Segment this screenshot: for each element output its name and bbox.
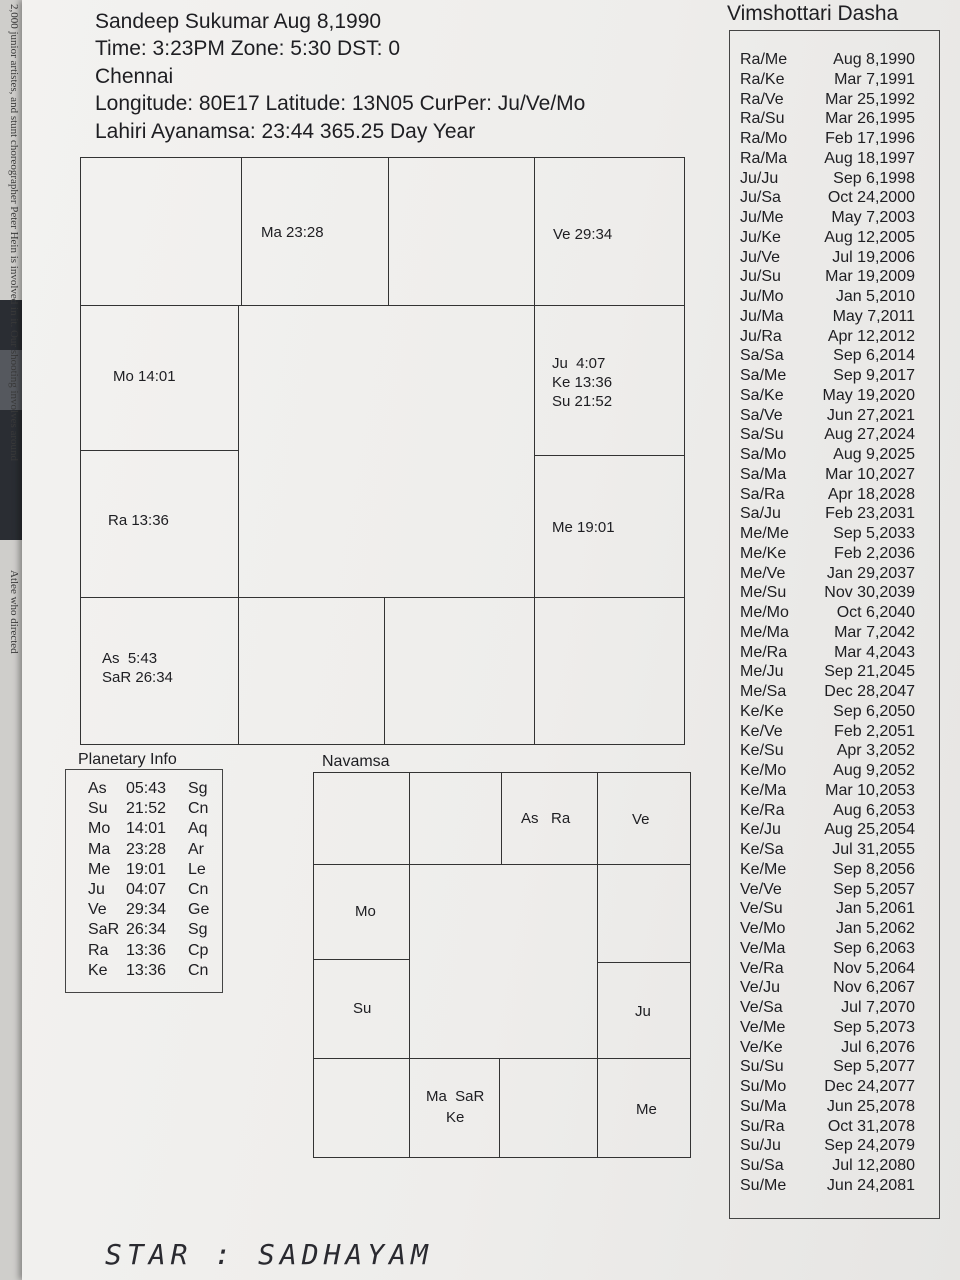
dasha-date: Feb 2,2036 — [834, 544, 915, 562]
dasha-date: Nov 6,2067 — [833, 979, 915, 997]
dasha-date: Aug 9,2025 — [833, 446, 915, 464]
dasha-date: Sep 6,2063 — [833, 939, 915, 957]
dasha-row — [740, 742, 915, 761]
dasha-period: Ju/Me — [740, 209, 784, 227]
dasha-row — [740, 584, 915, 603]
dasha-period: Ve/Ma — [740, 939, 786, 957]
dasha-date: May 19,2020 — [822, 386, 915, 404]
planet-degree: 23:28 — [126, 840, 167, 858]
planet-name: Mo — [88, 820, 111, 838]
rasi-sun: Su 21:52 — [552, 393, 613, 410]
dasha-row — [740, 446, 915, 465]
rasi-grid-line — [81, 597, 684, 598]
dasha-period: Ve/Ke — [740, 1038, 783, 1056]
dasha-date: Jul 7,2070 — [841, 999, 915, 1017]
planet-sign: Aq — [188, 820, 208, 838]
dasha-period: Ju/Ke — [740, 228, 781, 246]
planet-row — [88, 841, 218, 861]
dasha-row — [740, 466, 915, 485]
dasha-period: Ju/Sa — [740, 189, 781, 207]
navamsa-sun: Su — [353, 1000, 372, 1017]
dasha-date: Oct 24,2000 — [827, 189, 915, 207]
rasi-rahu: Ra 13:36 — [108, 512, 169, 529]
rasi-grid-line — [384, 597, 385, 744]
planet-name: Me — [88, 860, 111, 878]
navamsa-moon: Mo — [355, 903, 376, 920]
dasha-date: Feb 23,2031 — [825, 505, 915, 523]
dasha-date: May 7,2003 — [831, 209, 915, 227]
dasha-period: Ke/Me — [740, 860, 787, 878]
rasi-chart — [80, 157, 685, 745]
dasha-period: Sa/Ju — [740, 505, 781, 523]
dasha-row — [740, 683, 915, 702]
rasi-grid-line — [388, 158, 389, 305]
dasha-date: Sep 5,2073 — [833, 1018, 915, 1036]
dasha-date: Aug 27,2024 — [824, 426, 915, 444]
rasi-moon: Mo 14:01 — [113, 368, 176, 385]
dasha-period: Ke/Sa — [740, 841, 784, 859]
dasha-period: Ra/Ve — [740, 90, 784, 108]
dasha-date: Jan 5,2010 — [835, 288, 915, 306]
dasha-row — [740, 1137, 915, 1156]
dasha-date: Aug 9,2052 — [833, 762, 915, 780]
planet-name: Su — [88, 800, 108, 818]
dasha-row — [740, 999, 915, 1018]
dasha-date: Jan 5,2061 — [835, 900, 915, 918]
dasha-row — [740, 624, 915, 643]
dasha-period: Ju/Ma — [740, 307, 784, 325]
dasha-period: Sa/Sa — [740, 347, 784, 365]
dasha-date: Aug 12,2005 — [824, 228, 915, 246]
dasha-period: Su/Ma — [740, 1097, 787, 1115]
dasha-date: Oct 31,2078 — [827, 1117, 915, 1135]
dasha-date: Sep 5,2057 — [833, 880, 915, 898]
dasha-row — [740, 545, 915, 564]
planet-degree: 05:43 — [126, 780, 167, 797]
navamsa-grid-line — [314, 959, 409, 960]
dasha-row — [740, 51, 915, 70]
dasha-row — [740, 288, 915, 307]
dasha-date: Jan 5,2062 — [835, 920, 915, 938]
dasha-row — [740, 565, 915, 584]
planet-degree: 14:01 — [126, 820, 167, 838]
dasha-period: Me/Sa — [740, 683, 787, 701]
navamsa-title: Navamsa — [322, 753, 390, 770]
dasha-date: Jul 6,2076 — [841, 1038, 915, 1056]
dasha-row — [740, 525, 915, 544]
rasi-ascendant: As 5:43 — [102, 650, 158, 667]
dasha-period: Ra/Me — [740, 51, 788, 68]
rasi-mercury: Me 19:01 — [552, 519, 615, 536]
dasha-row — [740, 1098, 915, 1117]
dasha-row — [740, 426, 915, 445]
dasha-period: Me/Me — [740, 525, 789, 543]
rasi-grid-line — [241, 158, 242, 305]
dasha-period: Ju/Ra — [740, 327, 782, 345]
dasha-period: Ke/Ke — [740, 702, 784, 720]
header-place: Chennai — [95, 65, 174, 88]
dasha-row — [740, 347, 915, 366]
rasi-ketu: Ke 13:36 — [552, 374, 613, 391]
dasha-period: Sa/Su — [740, 426, 784, 444]
navamsa-chart — [313, 772, 691, 1158]
dasha-period: Ke/Ve — [740, 722, 783, 740]
navamsa-grid-line — [597, 773, 598, 1157]
dasha-date: Mar 7,1991 — [834, 70, 915, 88]
dasha-period: Ra/Su — [740, 110, 785, 128]
navamsa-jupiter: Ju — [635, 1003, 651, 1020]
dasha-period: Sa/Ke — [740, 386, 784, 404]
planet-row — [88, 901, 218, 921]
dasha-date: Nov 30,2039 — [824, 584, 915, 602]
dasha-period: Sa/Me — [740, 367, 787, 385]
dasha-period: Me/Ma — [740, 623, 789, 641]
dasha-row — [740, 1157, 915, 1176]
dasha-title: Vimshottari Dasha — [727, 2, 899, 25]
dasha-date: Jun 24,2081 — [826, 1177, 915, 1194]
dasha-date: Jun 27,2021 — [826, 406, 915, 424]
planet-degree: 26:34 — [126, 921, 167, 939]
dasha-period: Sa/Mo — [740, 446, 787, 464]
planet-row — [88, 820, 218, 840]
dasha-period: Ju/Su — [740, 268, 781, 286]
rasi-grid-line — [534, 158, 535, 744]
dasha-period: Ra/Ke — [740, 70, 785, 88]
dasha-date: Sep 9,2017 — [833, 367, 915, 385]
dasha-period: Su/Sa — [740, 1157, 784, 1175]
dasha-row — [740, 782, 915, 801]
dasha-date: Mar 25,1992 — [825, 90, 915, 108]
planet-degree: 19:01 — [126, 860, 167, 878]
dasha-period: Ke/Ma — [740, 781, 787, 799]
navamsa-grid-line — [501, 773, 502, 864]
planet-sign: Sg — [188, 780, 208, 797]
planet-row — [88, 942, 218, 962]
dasha-period: Me/Ve — [740, 564, 786, 582]
dasha-period: Ve/Mo — [740, 920, 786, 938]
dasha-date: Dec 28,2047 — [824, 683, 915, 701]
rasi-grid-line — [534, 455, 684, 456]
dasha-row — [740, 703, 915, 722]
rasi-mars: Ma 23:28 — [261, 224, 324, 241]
handwritten-star-note: STAR : SADHAYAM — [105, 1238, 433, 1271]
dasha-period: Ve/Su — [740, 900, 783, 918]
dasha-date: Apr 3,2052 — [836, 742, 915, 760]
navamsa-ketu: Ke — [446, 1109, 465, 1126]
planet-name: Ju — [88, 881, 105, 898]
planet-sign: Ar — [188, 840, 204, 858]
planet-name: Ke — [88, 961, 108, 979]
dasha-period: Ke/Mo — [740, 762, 787, 780]
dasha-row — [740, 1118, 915, 1137]
dasha-date: Nov 5,2064 — [833, 959, 915, 977]
rasi-grid-line — [238, 305, 239, 744]
dasha-row — [740, 387, 915, 406]
dasha-date: Sep 21,2045 — [824, 663, 915, 681]
planet-sign: Cn — [188, 881, 209, 898]
dasha-period: Sa/Ra — [740, 485, 785, 503]
dasha-period: Ke/Ra — [740, 801, 785, 819]
planet-row — [88, 800, 218, 820]
dasha-date: Mar 7,2042 — [834, 623, 915, 641]
planet-degree: 21:52 — [126, 800, 167, 818]
dasha-period: Me/Ke — [740, 544, 787, 562]
header-time-zone: Time: 3:23PM Zone: 5:30 DST: 0 — [95, 37, 401, 60]
dasha-row — [740, 189, 915, 208]
navamsa-grid-line — [597, 962, 690, 963]
rasi-grid-line — [81, 450, 238, 451]
dasha-row — [740, 1078, 915, 1097]
dasha-period: Ve/Me — [740, 1018, 786, 1036]
dasha-period: Ju/Ve — [740, 248, 781, 266]
header-ayanamsa: Lahiri Ayanamsa: 23:44 365.25 Day Year — [95, 120, 476, 143]
dasha-date: Mar 10,2053 — [825, 781, 915, 799]
dasha-row — [740, 841, 915, 860]
dasha-date: Mar 19,2009 — [825, 268, 915, 286]
dasha-date: Sep 24,2079 — [824, 1137, 915, 1155]
dasha-period: Ve/Ra — [740, 959, 784, 977]
dasha-period: Ke/Ju — [740, 821, 781, 839]
dasha-date: Aug 18,1997 — [824, 149, 915, 167]
dasha-period: Ju/Mo — [740, 288, 784, 306]
dasha-row — [740, 308, 915, 327]
dasha-period: Ju/Ju — [740, 169, 779, 187]
dasha-date: Mar 10,2027 — [825, 465, 915, 483]
dasha-date: Jan 29,2037 — [826, 564, 915, 582]
dasha-date: Sep 5,2033 — [833, 525, 915, 543]
dasha-row — [740, 940, 915, 959]
dasha-period: Ra/Ma — [740, 149, 788, 167]
dasha-period: Ke/Su — [740, 742, 784, 760]
dasha-date: Jun 25,2078 — [826, 1097, 915, 1115]
dasha-row — [740, 229, 915, 248]
dasha-row — [740, 861, 915, 880]
dasha-row — [740, 960, 915, 979]
dasha-row — [740, 130, 915, 149]
dasha-period: Me/Ra — [740, 643, 788, 661]
dasha-row — [740, 920, 915, 939]
dasha-row — [740, 407, 915, 426]
dasha-row — [740, 723, 915, 742]
dasha-date: Mar 4,2043 — [834, 643, 915, 661]
dasha-period: Su/Su — [740, 1058, 784, 1076]
dasha-period: Su/Ju — [740, 1137, 781, 1155]
planet-row — [88, 921, 218, 941]
planet-name: Ma — [88, 840, 111, 858]
dasha-row — [740, 821, 915, 840]
planet-sign: Le — [188, 860, 206, 878]
newspaper-text-lower: Atlee who directed — [8, 570, 20, 654]
dasha-period: Me/Su — [740, 584, 787, 602]
dasha-period: Ra/Mo — [740, 130, 788, 148]
dasha-row — [740, 802, 915, 821]
dasha-row — [740, 170, 915, 189]
dasha-period: Su/Me — [740, 1177, 787, 1194]
planet-degree: 13:36 — [126, 941, 167, 959]
dasha-row — [740, 1039, 915, 1058]
dasha-row — [740, 979, 915, 998]
dasha-date: Sep 6,2014 — [833, 347, 915, 365]
rasi-venus: Ve 29:34 — [553, 226, 613, 243]
planet-degree: 13:36 — [126, 961, 167, 979]
planet-name: SaR — [88, 921, 120, 939]
navamsa-mercury: Me — [636, 1101, 657, 1118]
dasha-period: Su/Mo — [740, 1078, 787, 1096]
planet-name: Ra — [88, 941, 109, 959]
dasha-row — [740, 209, 915, 228]
dasha-period: Su/Ra — [740, 1117, 785, 1135]
dasha-date: Apr 12,2012 — [827, 327, 915, 345]
dasha-row — [740, 268, 915, 287]
planet-sign: Cn — [188, 961, 209, 979]
navamsa-grid-line — [314, 1058, 690, 1059]
dasha-row — [740, 663, 915, 682]
planet-sign: Cn — [188, 800, 209, 818]
planet-row — [88, 962, 218, 982]
dasha-row — [740, 604, 915, 623]
navamsa-grid-line — [314, 864, 690, 865]
planet-name: As — [88, 780, 107, 797]
header-name-date: Sandeep Sukumar Aug 8,1990 — [95, 10, 382, 33]
dasha-row — [740, 900, 915, 919]
dasha-period: Me/Ju — [740, 663, 784, 681]
dasha-date: Dec 24,2077 — [824, 1078, 915, 1096]
dasha-date: Feb 17,1996 — [825, 130, 915, 148]
dasha-row — [740, 110, 915, 129]
planet-sign: Sg — [188, 921, 208, 939]
dasha-row — [740, 1058, 915, 1077]
planetary-info-title: Planetary Info — [78, 751, 177, 768]
dasha-date: Apr 18,2028 — [827, 485, 915, 503]
planet-sign: Ge — [188, 901, 210, 919]
dasha-row — [740, 881, 915, 900]
dasha-date: May 7,2011 — [832, 307, 915, 325]
dasha-date: Jul 31,2055 — [832, 841, 915, 859]
dasha-row — [740, 328, 915, 347]
dasha-row — [740, 505, 915, 524]
dasha-row — [740, 249, 915, 268]
header-coordinates: Longitude: 80E17 Latitude: 13N05 CurPer: Ju/Ve/Mo — [95, 92, 586, 115]
dasha-row — [740, 150, 915, 169]
dasha-date: Sep 6,2050 — [833, 702, 915, 720]
planet-row — [88, 861, 218, 881]
planet-row — [88, 881, 218, 901]
rasi-jupiter: Ju 4:07 — [552, 355, 606, 372]
planet-sign: Cp — [188, 941, 209, 959]
planet-name: Ve — [88, 901, 107, 919]
rasi-grid-line — [81, 305, 684, 306]
dasha-row — [740, 71, 915, 90]
dasha-row — [740, 486, 915, 505]
navamsa-ma-sar: Ma SaR — [426, 1088, 485, 1105]
dasha-period: Sa/Ve — [740, 406, 783, 424]
dasha-row — [740, 367, 915, 386]
dasha-date: Jul 19,2006 — [832, 248, 915, 266]
dasha-period: Me/Mo — [740, 604, 789, 622]
dasha-date: Sep 6,1998 — [833, 169, 915, 187]
dasha-period: Ve/Ve — [740, 880, 782, 898]
navamsa-venus: Ve — [632, 811, 650, 828]
dasha-date: Aug 8,1990 — [833, 51, 915, 68]
dasha-period: Ve/Sa — [740, 999, 783, 1017]
dasha-date: Sep 5,2077 — [833, 1058, 915, 1076]
planet-degree: 29:34 — [126, 901, 167, 919]
dasha-date: Aug 6,2053 — [833, 801, 915, 819]
dasha-row — [740, 644, 915, 663]
dasha-date: Aug 25,2054 — [824, 821, 915, 839]
dasha-period: Ve/Ju — [740, 979, 781, 997]
dasha-date: Oct 6,2040 — [836, 604, 915, 622]
newspaper-text: 2,000 junior artistes, and stunt choreographer Peter Hein is involved in it. Our shooting involves around — [8, 4, 20, 462]
rasi-saturn-retro: SaR 26:34 — [102, 669, 173, 686]
navamsa-as-ra: As Ra — [521, 810, 571, 827]
dasha-row — [740, 1177, 915, 1196]
dasha-date: Mar 26,1995 — [825, 110, 915, 128]
planet-row — [88, 780, 218, 800]
navamsa-grid-line — [499, 1058, 500, 1157]
dasha-row — [740, 762, 915, 781]
dasha-period: Sa/Ma — [740, 465, 787, 483]
dasha-row — [740, 1019, 915, 1038]
planet-degree: 04:07 — [126, 881, 167, 898]
newspaper-strip — [0, 0, 22, 1280]
dasha-date: Jul 12,2080 — [832, 1157, 915, 1175]
navamsa-grid-line — [409, 773, 410, 1157]
dasha-date: Feb 2,2051 — [834, 722, 915, 740]
dasha-date: Sep 8,2056 — [833, 860, 915, 878]
dasha-row — [740, 91, 915, 110]
